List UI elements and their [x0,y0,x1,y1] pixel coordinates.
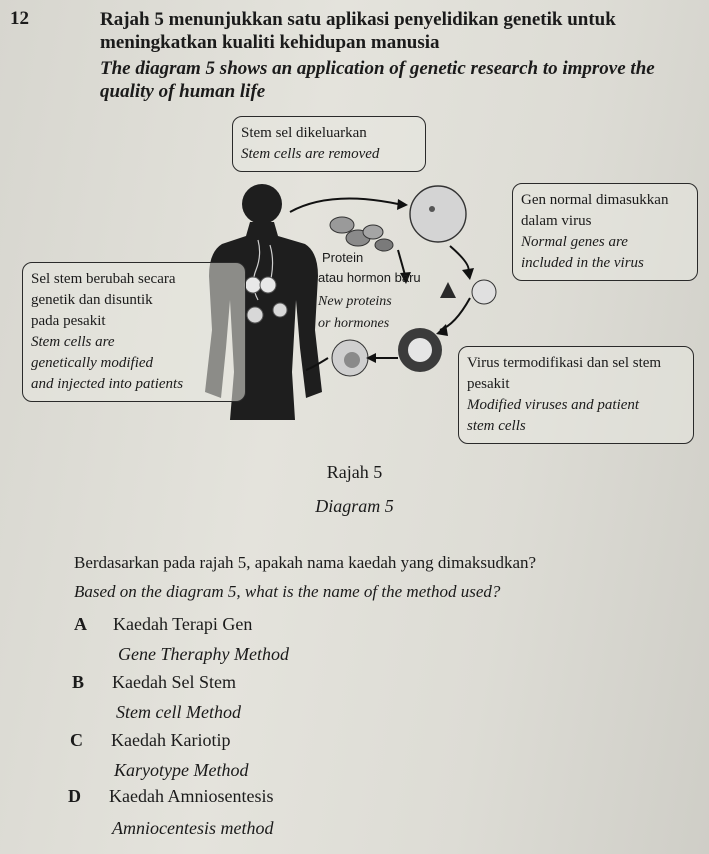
label-bottom-english-2: stem cells [467,418,526,434]
box-normal-genes [512,183,698,281]
label-right-malay-2: dalam virus [521,213,592,229]
label-protein-english-2: or hormones [318,316,390,331]
option-letter: B [72,672,85,692]
label-left-english-3: and injected into patients [31,376,184,392]
option-text-malay: Kaedah Sel Stem [112,672,236,692]
stem-cell-cluster [330,217,393,251]
option-c-english: Karyotype Method [114,760,249,780]
prompt-malay: Berdasarkan pada rajah 5, apakah nama kaedah yang dimaksudkan? [74,553,537,572]
option-letter: A [74,614,87,634]
box-modified-viruses [458,346,694,444]
option-b-english: Stem cell Method [116,702,241,722]
option-letter: C [70,730,83,750]
option-a[interactable] [74,614,252,635]
label-left-malay-3: pada pesakit [31,313,106,329]
option-text-malay: Kaedah Amniosentesis [109,786,274,806]
option-d[interactable] [68,786,273,807]
box-stem-cells-removed [232,116,426,172]
box-stem-cells-modified [22,262,246,402]
caption-malay: Rajah 5 [326,462,383,482]
modified-cell [332,328,442,376]
prompt-english: Based on the diagram 5, what is the name of the method used? [74,582,501,601]
label-protein-english-1: New proteins [318,294,392,309]
label-bottom-malay-1: Virus termodifikasi dan sel stem [467,355,662,371]
virus-cell-top [410,186,466,242]
label-left-english-2: genetically modified [31,355,154,371]
label-protein-malay-1: Protein [322,250,364,265]
label-bottom-english-1: Modified viruses and patient [467,397,640,413]
option-c[interactable] [70,730,230,751]
label-left-english-1: Stem cells are [31,334,115,350]
option-d-english: Amniocentesis method [112,818,274,838]
question-text-english: The diagram 5 shows an application of genetic research to improve the quality of human life [100,58,655,102]
option-text-malay: Kaedah Kariotip [111,730,231,750]
label-left-malay-2: genetik dan disuntik [31,292,153,308]
label-right-malay-1: Gen normal dimasukkan [521,192,669,208]
label-left-malay-1: Sel stem berubah secara [31,271,176,287]
label-right-english-1: Normal genes are [521,234,628,250]
option-b[interactable] [72,672,236,693]
label-right-english-2: included in the virus [521,255,644,271]
option-letter: D [68,786,81,806]
label-bottom-malay-2: pesakit [467,376,510,392]
option-text-malay: Kaedah Terapi Gen [113,614,253,634]
label-top-malay: Stem sel dikeluarkan [241,125,367,141]
option-a-english: Gene Theraphy Method [118,644,289,664]
question-text-malay: Rajah 5 menunjukkan satu aplikasi penyelidikan genetik untuk meningkatkan kualiti kehidupan manusia [100,9,616,53]
caption-english: Diagram 5 [315,496,394,516]
label-protein-malay-2: atau hormon baru [318,270,421,285]
question-number: 12 [10,8,29,29]
label-top-english: Stem cells are removed [241,146,380,162]
